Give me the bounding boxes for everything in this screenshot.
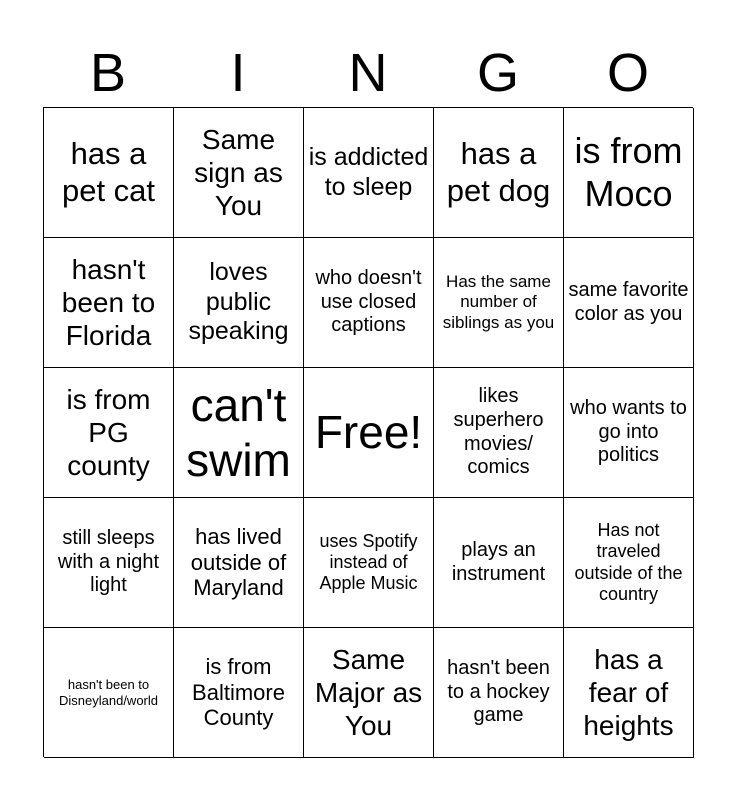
bingo-cell[interactable] [434,368,564,498]
bingo-cell[interactable] [44,108,174,238]
cell-text: is from Moco [574,130,683,214]
cell-text: who wants to go into politics [570,397,687,467]
cell-text: can't swim [186,379,291,486]
cell-text: Same Major as You [314,643,423,742]
cell-text: Has not traveled outside of the country [574,520,683,604]
header-letter-g: G [476,43,519,103]
bingo-cell[interactable] [174,628,304,758]
bingo-cell[interactable] [564,108,694,238]
free-space[interactable] [304,368,434,498]
bingo-cell[interactable] [564,628,694,758]
cell-text: plays an instrument [451,538,546,585]
cell-text: hasn't been to Disneyland/world [59,677,158,708]
bingo-cell[interactable] [304,108,434,238]
free-space-text: Free! [314,406,423,459]
cell-text: has a pet cat [61,135,156,208]
bingo-cell[interactable] [564,368,694,498]
header-letter-i: I [230,43,246,103]
cell-text: uses Spotify instead of Apple Music [319,530,418,594]
bingo-cell[interactable] [434,238,564,368]
cell-text: Has the same number of siblings as you [442,272,555,332]
bingo-cell[interactable] [304,628,434,758]
cell-text: loves public speaking [188,258,289,346]
bingo-cell[interactable] [434,108,564,238]
bingo-cell[interactable] [44,368,174,498]
bingo-cell[interactable] [174,238,304,368]
header-letter-b: B [89,43,127,103]
header-letter-o: O [606,43,649,103]
cell-text: has a fear of heights [583,643,674,742]
cell-text: has a pet dog [446,135,551,208]
cell-text: has lived outside of Maryland [190,523,287,601]
cell-text: is addicted to sleep [308,143,429,201]
cell-text: is from PG county [66,383,151,482]
cell-text: is from Baltimore County [192,653,285,731]
cell-text: same favorite color as you [568,278,689,325]
cell-text: hasn't been to Florida [61,253,156,352]
cell-text: still sleeps with a night light [57,527,160,597]
bingo-cell[interactable] [44,498,174,628]
bingo-cell[interactable] [434,498,564,628]
header-letter-n: N [348,43,388,103]
bingo-cell[interactable] [174,108,304,238]
bingo-cell[interactable] [304,498,434,628]
cell-text: who doesn't use closed captions [315,267,422,337]
bingo-cell[interactable] [44,628,174,758]
bingo-cell[interactable] [44,238,174,368]
cell-text: likes superhero movies/ comics [453,385,544,479]
bingo-cell[interactable] [434,628,564,758]
bingo-header [43,40,693,106]
cell-text: Same sign as You [194,123,283,222]
bingo-cell[interactable] [174,498,304,628]
bingo-cell[interactable] [304,238,434,368]
bingo-cell[interactable] [174,368,304,498]
bingo-grid [43,107,693,757]
bingo-cell[interactable] [564,238,694,368]
cell-text: hasn't been to a hockey game [447,657,550,727]
bingo-cell[interactable] [564,498,694,628]
